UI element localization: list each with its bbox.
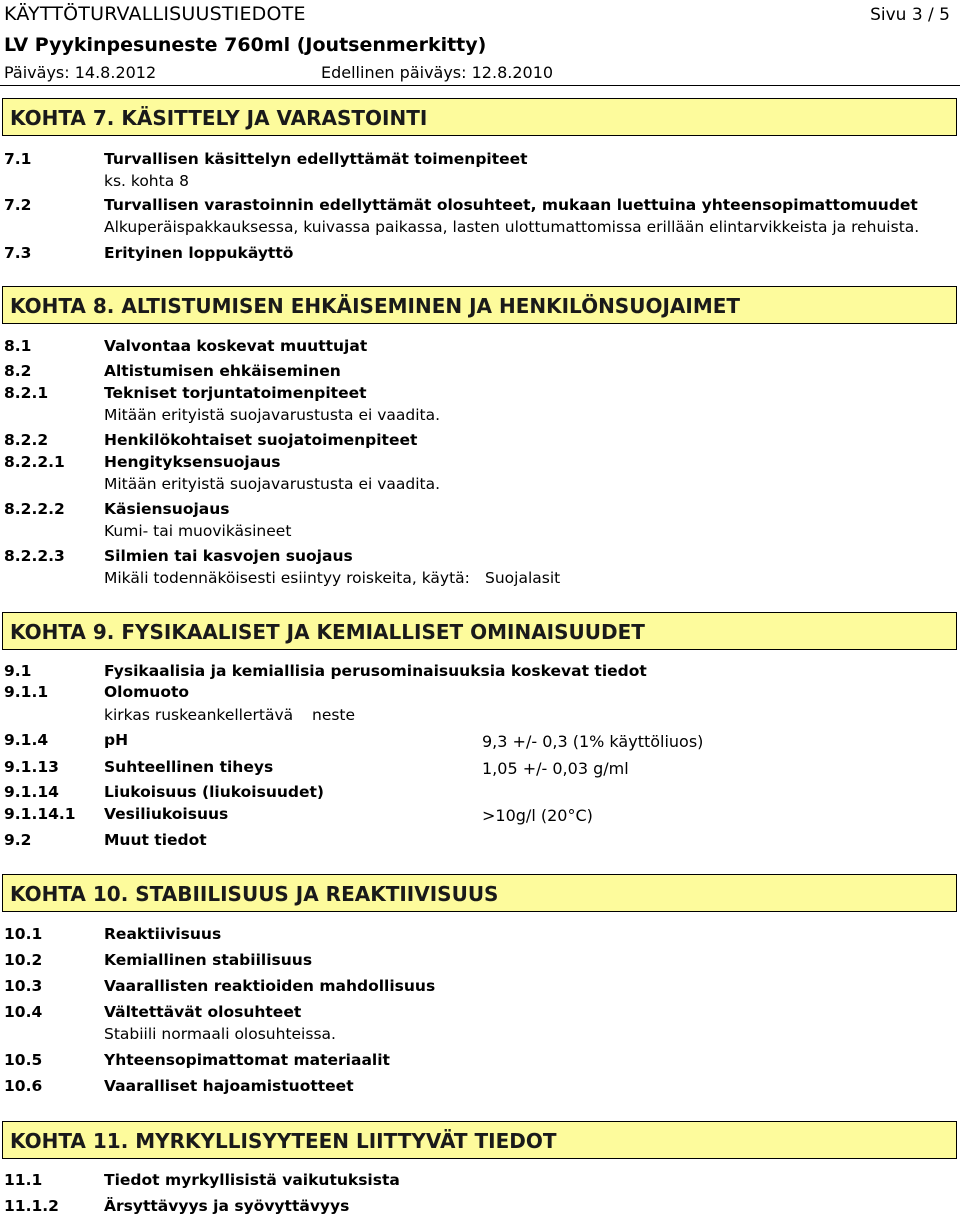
item-number: 9.1.14 [4,783,59,801]
item-value: 1,05 +/- 0,03 g/ml [482,759,629,778]
document-title: KÄYTTÖTURVALLISUUSTIEDOTE [4,3,306,25]
item-heading: pH [104,731,129,749]
item-heading: Valvontaa koskevat muuttujat [104,337,368,355]
item-number: 7.1 [4,150,32,168]
item-heading: Vältettävät olosuhteet [104,1003,302,1021]
item-number: 10.3 [4,977,43,995]
page-number: Sivu 3 / 5 [870,5,950,25]
item-heading: Fysikaalisia ja kemiallisia perusominaisuuksia koskevat tiedot [104,662,647,680]
item-number: 8.2.2 [4,431,49,449]
item-heading: Turvallisen käsittelyn edellyttämät toimenpiteet [104,150,528,168]
section-9-header [2,612,957,650]
item-heading: Kemiallinen stabiilisuus [104,951,313,969]
section-7-header [2,98,957,136]
item-number: 10.2 [4,951,43,969]
section-10-header [2,874,957,912]
section-10-title: KOHTA 10. STABIILISUUS JA REAKTIIVISUUS [10,882,499,906]
item-number: 8.2.1 [4,384,49,402]
item-text: ks. kohta 8 [104,172,190,190]
header-divider [0,85,960,86]
item-heading: Vaaralliset hajoamistuotteet [104,1077,354,1095]
item-heading: Liukoisuus (liukoisuudet) [104,783,324,801]
item-number: 11.1.2 [4,1197,59,1215]
item-number: 9.1 [4,662,32,680]
item-heading: Suhteellinen tiheys [104,758,274,776]
section-11-header [2,1121,957,1159]
item-number: 9.1.14.1 [4,805,76,823]
item-text: Mikäli todennäköisesti esiintyy roiskeita, käytä: [104,569,470,587]
item-heading: Altistumisen ehkäiseminen [104,362,341,380]
item-number: 9.1.13 [4,758,59,776]
item-heading: Vesiliukoisuus [104,805,229,823]
item-heading: Turvallisen varastoinnin edellyttämät olosuhteet, mukaan luettuina yhteensopimattomuudet [104,196,918,214]
item-text: Alkuperäispakkauksessa, kuivassa paikassa, lasten ulottumattomissa erillään elintarvikkeista ja rehuista. [104,218,920,236]
item-heading: Yhteensopimattomat materiaalit [104,1051,390,1069]
item-heading: Henkilökohtaiset suojatoimenpiteet [104,431,418,449]
item-heading: Erityinen loppukäyttö [104,244,294,262]
item-heading: Tiedot myrkyllisistä vaikutuksista [104,1171,400,1189]
item-number: 8.2.2.2 [4,500,65,518]
product-name: LV Pyykinpesuneste 760ml (Joutsenmerkitty) [4,34,487,56]
item-number: 7.2 [4,196,32,214]
item-number: 7.3 [4,244,32,262]
item-heading: Tekniset torjuntatoimenpiteet [104,384,367,402]
section-7-title: KOHTA 7. KÄSITTELY JA VARASTOINTI [10,106,428,130]
item-heading: Reaktiivisuus [104,925,222,943]
item-value: 9,3 +/- 0,3 (1% käyttöliuos) [482,732,704,751]
item-text: Stabiili normaali olosuhteissa. [104,1025,336,1043]
item-text: neste [312,706,356,724]
section-9-title: KOHTA 9. FYSIKAALISET JA KEMIALLISET OMINAISUUDET [10,620,645,644]
section-11-title: KOHTA 11. MYRKYLLISYYTEEN LIITTYVÄT TIEDOT [10,1129,557,1153]
item-value: Suojalasit [485,569,561,587]
item-text: kirkas ruskeankellertävä [104,706,294,724]
item-number: 9.1.4 [4,731,49,749]
item-number: 8.2 [4,362,32,380]
item-number: 11.1 [4,1171,43,1189]
item-text: Mitään erityistä suojavarustusta ei vaadita. [104,406,441,424]
item-number: 10.6 [4,1077,43,1095]
item-number: 8.1 [4,337,32,355]
item-heading: Ärsyttävyys ja syövyttävyys [104,1197,350,1215]
item-number: 10.5 [4,1051,43,1069]
item-number: 8.2.2.3 [4,547,65,565]
item-heading: Hengityksensuojaus [104,453,281,471]
item-number: 9.2 [4,831,32,849]
section-8-title: KOHTA 8. ALTISTUMISEN EHKÄISEMINEN JA HENKILÖNSUOJAIMET [10,294,741,318]
item-heading: Muut tiedot [104,831,207,849]
item-heading: Silmien tai kasvojen suojaus [104,547,353,565]
item-text: Kumi- tai muovikäsineet [104,522,292,540]
item-text: Mitään erityistä suojavarustusta ei vaadita. [104,475,441,493]
item-number: 9.1.1 [4,683,49,701]
item-value: >10g/l (20°C) [482,806,593,825]
previous-date: Edellinen päiväys: 12.8.2010 [321,63,554,82]
item-heading: Vaarallisten reaktioiden mahdollisuus [104,977,436,995]
date: Päiväys: 14.8.2012 [4,63,157,82]
item-number: 8.2.2.1 [4,453,65,471]
item-heading: Olomuoto [104,683,190,701]
item-number: 10.4 [4,1003,43,1021]
item-number: 10.1 [4,925,43,943]
section-8-header [2,286,957,324]
item-heading: Käsiensuojaus [104,500,230,518]
